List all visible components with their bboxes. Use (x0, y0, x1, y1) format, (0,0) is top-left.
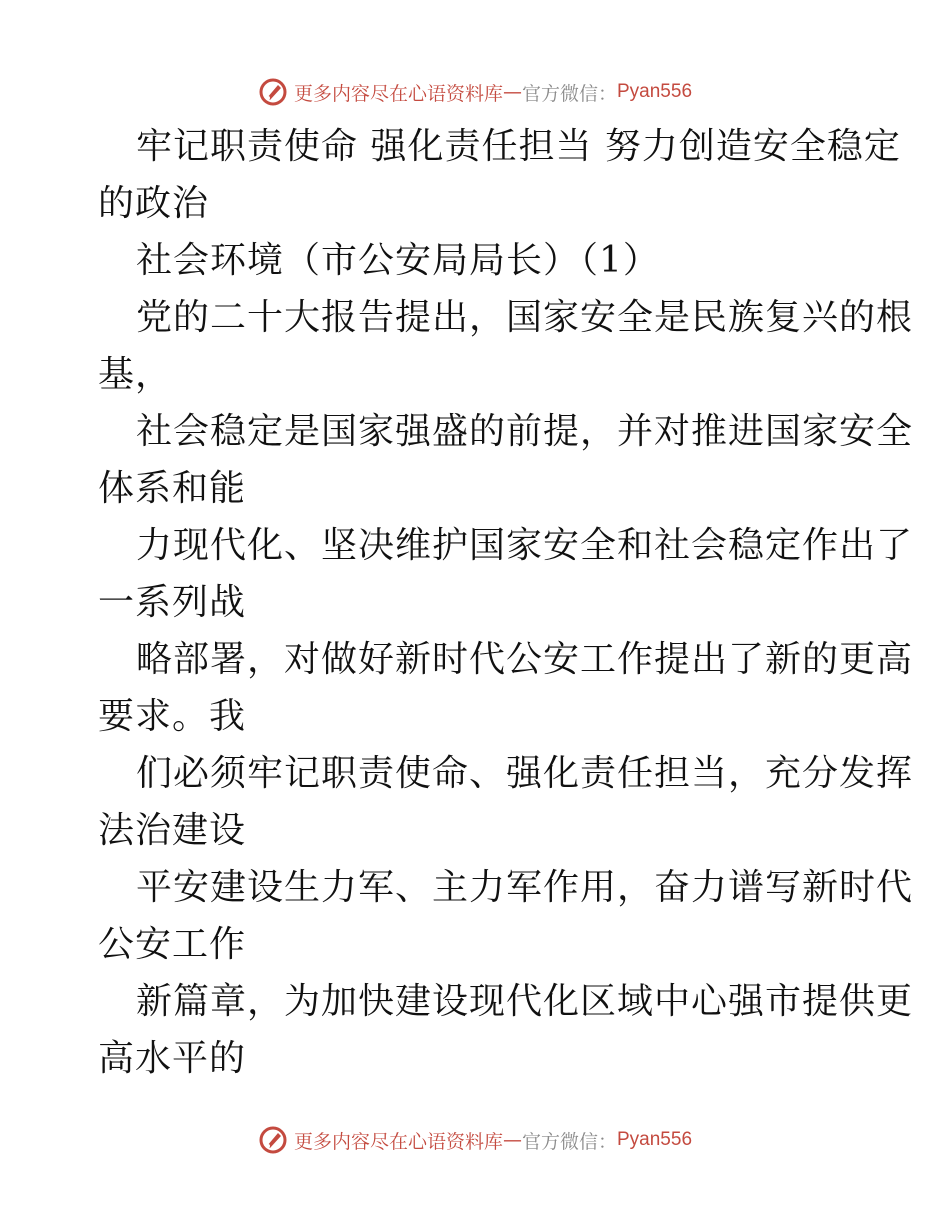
watermark-wechat-label: 官方微信： (521, 1130, 617, 1153)
watermark-separator: — (502, 81, 522, 103)
header-watermark (0, 72, 950, 112)
pen-logo-icon (258, 1125, 288, 1155)
text-line: 高水平的 (98, 1038, 247, 1079)
watermark-text: 更多内容尽在心语资料库 (293, 82, 503, 105)
watermark-wechat-id: Pyan556 (617, 1129, 693, 1150)
footer-watermark (0, 1120, 950, 1160)
text-line: 党的二十大报告提出，国家安全是民族复兴的根 (136, 297, 914, 338)
text-line: 社会环境（市公安局局长）（1） (136, 240, 660, 281)
text-line: 牢记职责使命 强化责任担当 努力创造安全稳定 (136, 126, 901, 167)
text-line: 的政治 (98, 183, 210, 224)
text-line: 体系和能 (98, 468, 247, 509)
text-line: 力现代化、坚决维护国家安全和社会稳定作出了 (136, 525, 914, 566)
text-line: 要求。我 (98, 696, 247, 737)
text-line: 法治建设 (98, 810, 247, 851)
text-line: 平安建设生力军、主力军作用，奋力谱写新时代 (136, 867, 914, 908)
watermark-separator: — (502, 1129, 522, 1151)
text-line: 公安工作 (98, 924, 247, 965)
text-line: 新篇章，为加快建设现代化区域中心强市提供更 (136, 981, 914, 1022)
watermark-wechat-label: 官方微信： (521, 82, 617, 105)
watermark-wechat-id: Pyan556 (617, 81, 693, 102)
watermark-text: 更多内容尽在心语资料库 (293, 1130, 503, 1153)
document-body (98, 118, 914, 1087)
text-line: 社会稳定是国家强盛的前提，并对推进国家安全 (136, 411, 914, 452)
pen-logo-icon (258, 77, 288, 107)
text-line: 基， (98, 354, 173, 395)
text-line: 们必须牢记职责使命、强化责任担当，充分发挥 (136, 753, 914, 794)
text-line: 略部署，对做好新时代公安工作提出了新的更高 (136, 639, 914, 680)
text-line: 一系列战 (98, 582, 247, 623)
